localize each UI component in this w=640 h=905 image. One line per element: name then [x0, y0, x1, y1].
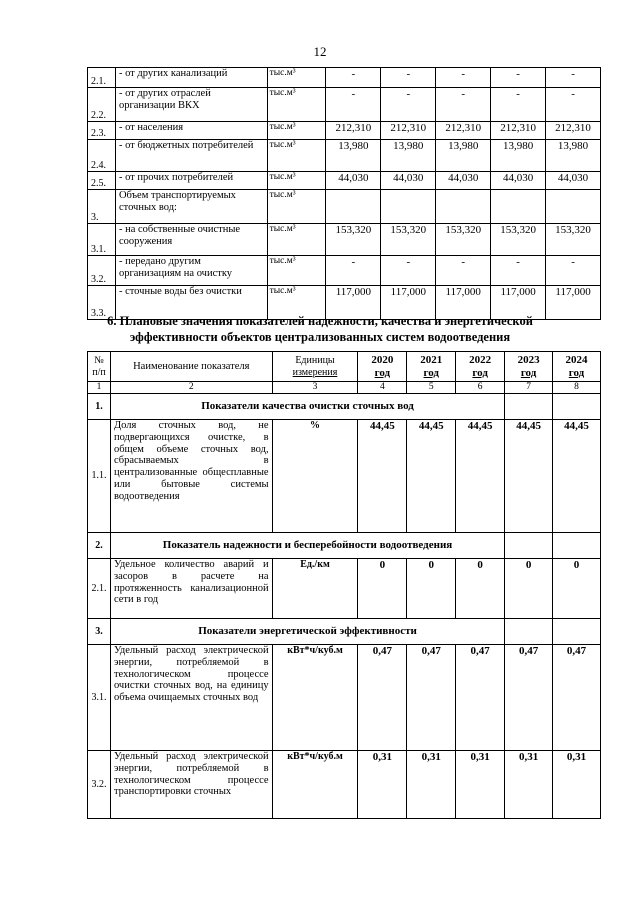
row-value: 153,320: [491, 224, 546, 256]
row-value: [381, 190, 436, 224]
column-index: 5: [407, 382, 456, 394]
row-unit: тыс.м³: [267, 286, 326, 320]
row-value: 44,45: [407, 420, 456, 533]
row-name: Удельный расход электрической энергии, потребляемой в технологическом процессе очистки сточных вод, на единицу объема очищаемых сточных вод: [110, 645, 272, 751]
row-value: 13,980: [546, 140, 601, 172]
header-num-line1: №: [94, 355, 104, 367]
row-value: [326, 190, 381, 224]
table-row: [88, 256, 601, 286]
table-row: [88, 559, 601, 619]
row-value: 0: [456, 559, 505, 619]
header-year-4: 2024 год: [553, 352, 601, 382]
header-year-3: 2023 год: [505, 352, 553, 382]
row-value: 0,47: [407, 645, 456, 751]
row-unit: тыс.м³: [267, 172, 326, 190]
row-value: 0,31: [505, 751, 553, 819]
empty-cell: [505, 533, 553, 559]
row-name: - от других канализаций: [115, 68, 267, 88]
row-value: 212,310: [491, 122, 546, 140]
indicators-header-row: [88, 352, 601, 382]
row-name: Доля сточных вод, не подвергающихся очистке, в общем объеме сточных вод, сбрасываемых в централизованные общесплавные или бытовые системы водоотведения: [110, 420, 272, 533]
row-value: 0,47: [553, 645, 601, 751]
row-unit: кВт*ч/куб.м: [272, 645, 358, 751]
section-title: Показатели энергетической эффективности: [110, 619, 504, 645]
row-number: 3.3.: [88, 286, 116, 320]
column-index: 7: [505, 382, 553, 394]
table-row: [88, 224, 601, 256]
empty-cell: [505, 619, 553, 645]
column-index: 6: [456, 382, 505, 394]
row-value: 13,980: [491, 140, 546, 172]
row-value: 117,000: [381, 286, 436, 320]
row-number: 1.1.: [88, 420, 111, 533]
row-number: 2.4.: [88, 140, 116, 172]
table-row: [88, 751, 601, 819]
column-index: 4: [358, 382, 407, 394]
table-row: [88, 68, 601, 88]
section-row: [88, 619, 601, 645]
section-6-title: [0, 314, 640, 345]
row-value: 44,45: [505, 420, 553, 533]
row-name: - сточные воды без очистки: [115, 286, 267, 320]
section-row: [88, 533, 601, 559]
row-number: 2.5.: [88, 172, 116, 190]
row-name: Удельное количество аварий и засоров в расчете на протяженность канализационной сети в год: [110, 559, 272, 619]
section-title: Показатель надежности и бесперебойности водоотведения: [110, 533, 504, 559]
row-value: 0: [358, 559, 407, 619]
row-value: 0: [505, 559, 553, 619]
row-value: 13,980: [436, 140, 491, 172]
indicators-table: [87, 351, 601, 819]
header-unit: [272, 352, 358, 382]
row-value: -: [326, 68, 381, 88]
row-value: -: [436, 256, 491, 286]
row-number: 3.2.: [88, 256, 116, 286]
row-unit: %: [272, 420, 358, 533]
row-name: - от населения: [115, 122, 267, 140]
row-value: -: [546, 256, 601, 286]
row-number: 2.3.: [88, 122, 116, 140]
row-value: -: [326, 256, 381, 286]
column-index-row: [88, 382, 601, 394]
header-year-2: 2022 год: [456, 352, 505, 382]
wastewater-volume-table: [87, 67, 601, 320]
row-value: -: [326, 88, 381, 122]
column-index: 1: [88, 382, 111, 394]
row-value: 212,310: [326, 122, 381, 140]
row-value: 117,000: [491, 286, 546, 320]
row-value: 0,31: [456, 751, 505, 819]
column-index: 2: [110, 382, 272, 394]
header-year-1: 2021 год: [407, 352, 456, 382]
row-number: 3.2.: [88, 751, 111, 819]
row-value: 117,000: [546, 286, 601, 320]
empty-cell: [553, 394, 601, 420]
row-value: -: [436, 88, 491, 122]
row-name: - от прочих потребителей: [115, 172, 267, 190]
table-row: [88, 88, 601, 122]
table-row: [88, 122, 601, 140]
row-value: 117,000: [436, 286, 491, 320]
row-value: 212,310: [381, 122, 436, 140]
row-unit: Ед./км: [272, 559, 358, 619]
row-value: -: [381, 68, 436, 88]
row-value: 44,45: [553, 420, 601, 533]
row-value: 0,47: [358, 645, 407, 751]
row-unit: тыс.м³: [267, 68, 326, 88]
row-unit: тыс.м³: [267, 190, 326, 224]
row-value: 44,030: [491, 172, 546, 190]
table-row: [88, 140, 601, 172]
row-number: 2.1.: [88, 559, 111, 619]
row-value: -: [546, 88, 601, 122]
row-value: -: [491, 88, 546, 122]
row-value: 0: [553, 559, 601, 619]
header-unit-line1: Единицы: [295, 355, 335, 367]
row-value: 0: [407, 559, 456, 619]
section-number: 2.: [88, 533, 111, 559]
row-name: - передано другим организациям на очистку: [115, 256, 267, 286]
header-num: [88, 352, 111, 382]
section-number: 1.: [88, 394, 111, 420]
row-value: -: [436, 68, 491, 88]
row-value: 44,45: [358, 420, 407, 533]
header-name: Наименование показателя: [110, 352, 272, 382]
row-value: -: [546, 68, 601, 88]
row-number: 3.1.: [88, 224, 116, 256]
row-unit: тыс.м³: [267, 88, 326, 122]
column-index: 8: [553, 382, 601, 394]
column-index: 3: [272, 382, 358, 394]
empty-cell: [553, 619, 601, 645]
table-row: [88, 420, 601, 533]
header-num-line2: п/п: [92, 366, 106, 378]
empty-cell: [505, 394, 553, 420]
row-value: -: [491, 256, 546, 286]
row-value: 212,310: [546, 122, 601, 140]
row-value: 153,320: [381, 224, 436, 256]
row-number: 3.: [88, 190, 116, 224]
table-row: [88, 172, 601, 190]
row-value: 0,47: [456, 645, 505, 751]
row-value: [491, 190, 546, 224]
row-value: 13,980: [326, 140, 381, 172]
row-value: 153,320: [436, 224, 491, 256]
row-name: Объем транспортируемых сточных вод:: [115, 190, 267, 224]
row-number: 3.1.: [88, 645, 111, 751]
row-value: -: [381, 256, 436, 286]
table-row: [88, 190, 601, 224]
row-unit: тыс.м³: [267, 122, 326, 140]
row-value: 13,980: [381, 140, 436, 172]
row-value: 0,47: [505, 645, 553, 751]
header-unit-line2: измерения: [292, 366, 338, 378]
section-6-title-line1: 6. Плановые значения показателей надежности, качества и энергетической: [107, 314, 533, 328]
row-value: 0,31: [358, 751, 407, 819]
row-name: - на собственные очистные сооружения: [115, 224, 267, 256]
row-unit: тыс.м³: [267, 256, 326, 286]
table-row: [88, 645, 601, 751]
row-value: [436, 190, 491, 224]
row-unit: тыс.м³: [267, 140, 326, 172]
section-6-title-line2: эффективности объектов централизованных систем водоотведения: [129, 329, 511, 344]
row-value: 0,31: [553, 751, 601, 819]
row-value: 44,45: [456, 420, 505, 533]
empty-cell: [553, 533, 601, 559]
row-value: -: [381, 88, 436, 122]
row-value: 153,320: [326, 224, 381, 256]
header-year-0: 2020 год: [358, 352, 407, 382]
row-number: 2.1.: [88, 68, 116, 88]
section-title: Показатели качества очистки сточных вод: [110, 394, 504, 420]
row-value: 117,000: [326, 286, 381, 320]
row-unit: кВт*ч/куб.м: [272, 751, 358, 819]
page-number: 12: [313, 44, 327, 59]
row-number: 2.2.: [88, 88, 116, 122]
row-name: Удельный расход электрической энергии, потребляемой в технологическом процессе транспортировки сточных: [110, 751, 272, 819]
row-value: 44,030: [381, 172, 436, 190]
row-value: [546, 190, 601, 224]
row-value: 212,310: [436, 122, 491, 140]
row-name: - от других отраслей организации ВКХ: [115, 88, 267, 122]
row-name: - от бюджетных потребителей: [115, 140, 267, 172]
row-value: 153,320: [546, 224, 601, 256]
row-unit: тыс.м³: [267, 224, 326, 256]
row-value: 44,030: [546, 172, 601, 190]
row-value: 44,030: [326, 172, 381, 190]
section-number: 3.: [88, 619, 111, 645]
row-value: 44,030: [436, 172, 491, 190]
row-value: -: [491, 68, 546, 88]
row-value: 0,31: [407, 751, 456, 819]
section-row: [88, 394, 601, 420]
